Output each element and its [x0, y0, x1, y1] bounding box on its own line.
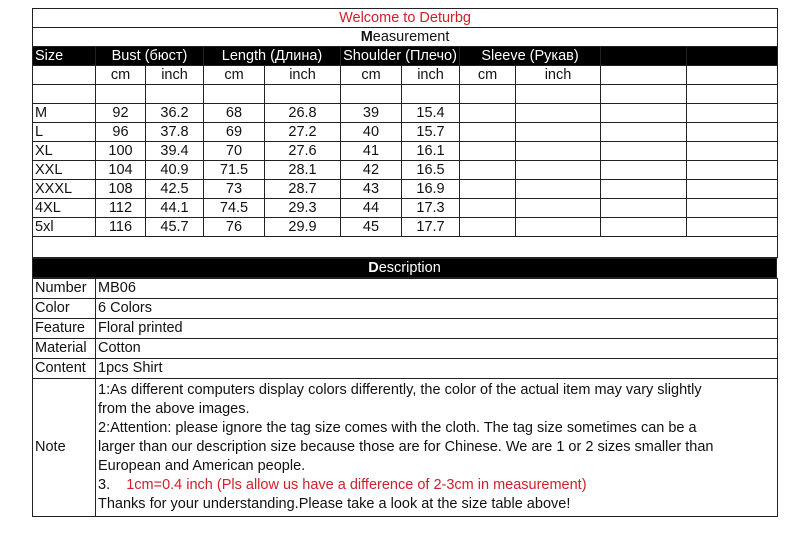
length-header: Length (Длина): [204, 47, 341, 66]
bust-header: Bust (бюст): [96, 47, 204, 66]
note-text: [96, 379, 778, 517]
shoulder-header: Shoulder (Плечо): [341, 47, 460, 66]
spacer-cell: [146, 85, 204, 104]
note-line: 1:As different computers display colors differently, the color of the actual item may vary slightly: [98, 382, 702, 398]
empty-cell: [460, 161, 516, 180]
measurement-cell: 42: [341, 161, 402, 180]
empty-cell: [516, 123, 601, 142]
measurement-cell: 44.1: [146, 199, 204, 218]
number-value: MB06: [96, 279, 778, 299]
spacer-cell: [402, 85, 460, 104]
measurement-cell: 27.6: [265, 142, 341, 161]
material-value: Cotton: [96, 339, 778, 359]
note-line: European and American people.: [98, 458, 306, 474]
number-label: Number: [33, 279, 96, 299]
header-empty-cell: [601, 47, 687, 66]
size-label-cell: XL: [33, 142, 96, 161]
measurement-cell: 70: [204, 142, 265, 161]
size-label-cell: L: [33, 123, 96, 142]
table-row: [33, 104, 778, 123]
measurement-cell: 28.1: [265, 161, 341, 180]
measurement-cell: 39.4: [146, 142, 204, 161]
feature-label: Feature: [33, 319, 96, 339]
measurement-cell: 29.9: [265, 218, 341, 237]
spacer-cell: [341, 85, 402, 104]
note-line-conversion: [98, 476, 775, 495]
empty-cell: [516, 142, 601, 161]
info-row-note: [33, 379, 778, 517]
note-line: larger than our description size because those are for Chinese. We are 1 or 2 sizes smaller than: [98, 439, 714, 455]
empty-cell: [460, 180, 516, 199]
note-label: Note: [33, 379, 96, 517]
measurement-cell: 92: [96, 104, 146, 123]
measurement-cell: 73: [204, 180, 265, 199]
size-label-cell: 4XL: [33, 199, 96, 218]
empty-cell: [687, 218, 778, 237]
size-label-cell: XXXL: [33, 180, 96, 199]
empty-cell: [460, 123, 516, 142]
measurement-cell: 112: [96, 199, 146, 218]
unit-cell: inch: [516, 66, 601, 85]
unit-empty-cell: [687, 66, 778, 85]
size-header: Size: [33, 47, 96, 66]
measurement-cell: 116: [96, 218, 146, 237]
unit-cell: cm: [341, 66, 402, 85]
color-value: 6 Colors: [96, 299, 778, 319]
empty-cell: [516, 161, 601, 180]
note-line-number: 3.: [98, 477, 111, 493]
info-row-feature: [33, 319, 778, 339]
empty-cell: [687, 123, 778, 142]
empty-cell: [601, 123, 687, 142]
measurement-cell: 16.9: [402, 180, 460, 199]
measurement-cell: 15.4: [402, 104, 460, 123]
info-row-material: [33, 339, 778, 359]
spacer-cell: [96, 85, 146, 104]
size-chart-sheet: [32, 8, 777, 517]
measurement-cell: 27.2: [265, 123, 341, 142]
measurement-cell: 26.8: [265, 104, 341, 123]
empty-cell: [601, 104, 687, 123]
unit-cell: cm: [96, 66, 146, 85]
spacer-cell: [601, 85, 687, 104]
measurement-table: [32, 8, 778, 258]
empty-cell: [601, 142, 687, 161]
measurement-cell: 104: [96, 161, 146, 180]
measurement-cell: 76: [204, 218, 265, 237]
spacer-cell: [204, 85, 265, 104]
info-row-content: [33, 359, 778, 379]
measurement-heading-rest: easurement: [372, 29, 450, 45]
header-empty-cell: [687, 47, 778, 66]
table-row: [33, 199, 778, 218]
measurement-cell: 100: [96, 142, 146, 161]
unit-cell: inch: [402, 66, 460, 85]
measurement-cell: 40.9: [146, 161, 204, 180]
spacer-row: [33, 237, 778, 258]
description-heading-initial: D: [368, 260, 379, 276]
spacer-cell: [33, 85, 96, 104]
measurement-cell: 74.5: [204, 199, 265, 218]
empty-cell: [687, 142, 778, 161]
measurement-cell: 41: [341, 142, 402, 161]
empty-cell: [460, 104, 516, 123]
empty-cell: [460, 218, 516, 237]
empty-cell: [516, 104, 601, 123]
measurement-cell: 108: [96, 180, 146, 199]
spacer-cell: [265, 85, 341, 104]
note-line: from the above images.: [98, 401, 250, 417]
spacer-cell: [687, 85, 778, 104]
empty-cell: [601, 161, 687, 180]
feature-value: Floral printed: [96, 319, 778, 339]
measurement-cell: 69: [204, 123, 265, 142]
info-row-number: [33, 279, 778, 299]
page-title: Welcome to Deturbg: [33, 9, 778, 28]
table-row: [33, 161, 778, 180]
unit-cell: inch: [146, 66, 204, 85]
measurement-cell: 16.1: [402, 142, 460, 161]
measurement-cell: 17.3: [402, 199, 460, 218]
unit-cell: inch: [265, 66, 341, 85]
empty-cell: [460, 142, 516, 161]
measurement-cell: 37.8: [146, 123, 204, 142]
spacer-cell: [460, 85, 516, 104]
measurement-cell: 40: [341, 123, 402, 142]
description-heading-rest: escription: [378, 260, 441, 276]
empty-cell: [601, 199, 687, 218]
unit-cell: cm: [204, 66, 265, 85]
measurement-cell: 43: [341, 180, 402, 199]
measurement-cell: 45.7: [146, 218, 204, 237]
empty-cell: [516, 180, 601, 199]
table-row: [33, 142, 778, 161]
measurement-cell: 16.5: [402, 161, 460, 180]
table-row: [33, 123, 778, 142]
measurement-cell: 42.5: [146, 180, 204, 199]
measurement-cell: 17.7: [402, 218, 460, 237]
size-label-cell: M: [33, 104, 96, 123]
measurement-cell: 15.7: [402, 123, 460, 142]
measurement-heading: [33, 28, 778, 47]
note-line: Thanks for your understanding.Please take a look at the size table above!: [98, 496, 571, 512]
material-label: Material: [33, 339, 96, 359]
spacer-cell: [516, 85, 601, 104]
measurement-cell: 45: [341, 218, 402, 237]
empty-cell: [601, 218, 687, 237]
empty-cell: [516, 199, 601, 218]
empty-cell: [460, 199, 516, 218]
description-table: [32, 278, 778, 517]
empty-cell: [516, 218, 601, 237]
size-label-cell: 5xl: [33, 218, 96, 237]
measurement-heading-initial: M: [360, 29, 373, 45]
sleeve-header: Sleeve (Рукав): [460, 47, 601, 66]
measurement-cell: 39: [341, 104, 402, 123]
empty-cell: [687, 180, 778, 199]
unit-empty-cell: [33, 66, 96, 85]
size-label-cell: XXL: [33, 161, 96, 180]
empty-cell: [687, 161, 778, 180]
unit-empty-cell: [601, 66, 687, 85]
size-rows: [33, 104, 778, 237]
table-row: [33, 218, 778, 237]
unit-cell: cm: [460, 66, 516, 85]
note-line: 2:Attention: please ignore the tag size comes with the cloth. The tag size sometimes can be a: [98, 420, 697, 436]
measurement-cell: 68: [204, 104, 265, 123]
info-row-color: [33, 299, 778, 319]
measurement-cell: 96: [96, 123, 146, 142]
color-label: Color: [33, 299, 96, 319]
description-heading-table: [32, 258, 777, 278]
measurement-cell: 44: [341, 199, 402, 218]
content-label: Content: [33, 359, 96, 379]
description-heading: [33, 259, 777, 278]
table-row: [33, 180, 778, 199]
empty-cell: [601, 180, 687, 199]
measurement-cell: 36.2: [146, 104, 204, 123]
content-value: 1pcs Shirt: [96, 359, 778, 379]
conversion-note: 1cm=0.4 inch (Pls allow us have a difference of 2-3cm in measurement): [126, 477, 587, 493]
empty-cell: [687, 199, 778, 218]
empty-cell: [687, 104, 778, 123]
measurement-cell: 28.7: [265, 180, 341, 199]
measurement-cell: 29.3: [265, 199, 341, 218]
measurement-cell: 71.5: [204, 161, 265, 180]
